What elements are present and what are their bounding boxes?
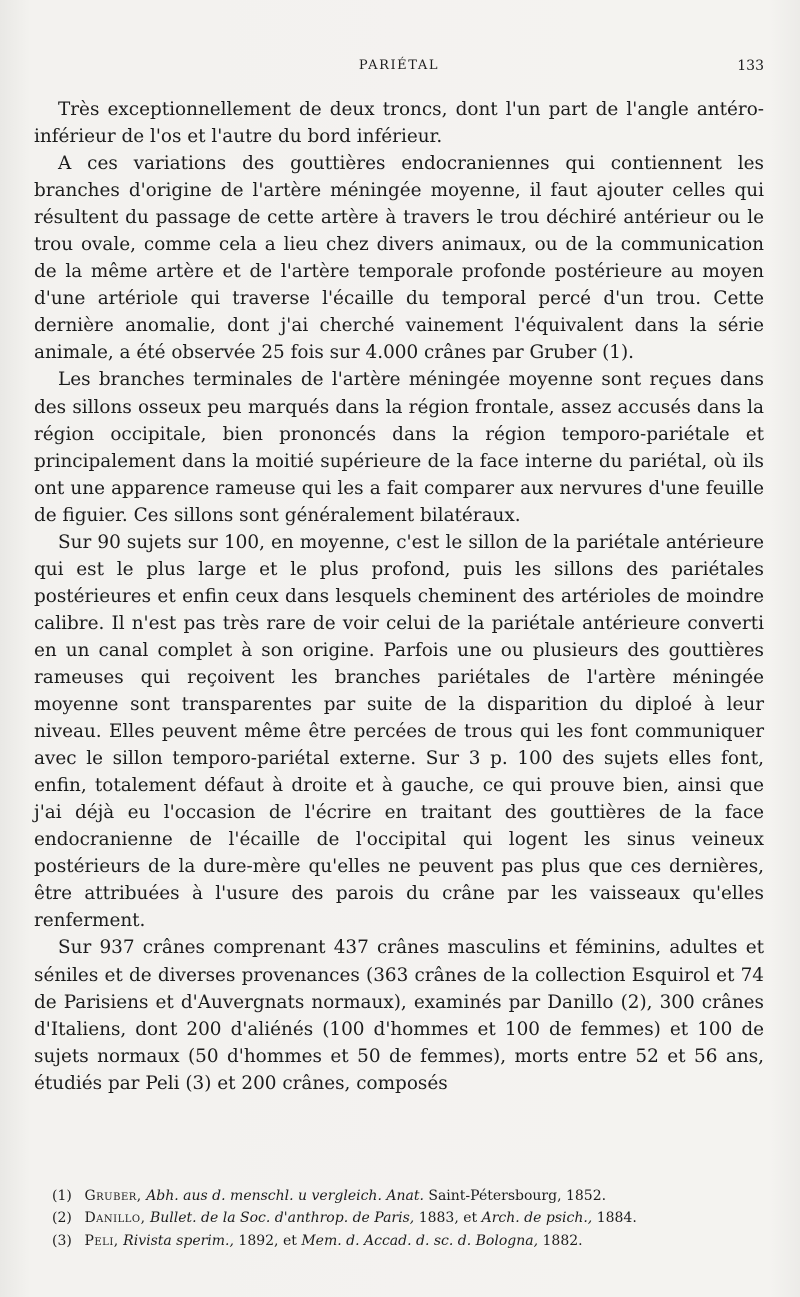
page-header — [34, 58, 764, 80]
footnote-number: (3) — [52, 1232, 72, 1249]
page-number: 133 — [737, 58, 764, 74]
footnote-number: (2) — [52, 1210, 72, 1227]
footnote-mid: 1883, et — [418, 1210, 478, 1227]
footnote-3 — [34, 1230, 764, 1252]
footnote-title: Rivista sperim., — [123, 1232, 234, 1249]
footnote-author: Danillo, — [84, 1210, 146, 1227]
footnote-mid: 1892, et — [238, 1232, 297, 1249]
footnote-title-2: Mem. d. Accad. d. sc. d. Bologna, — [301, 1232, 539, 1249]
footnote-author: Gruber, — [84, 1188, 142, 1204]
footnote-2 — [34, 1207, 764, 1229]
footnote-title: Bullet. de la Soc. d'anthrop. de Paris, — [149, 1210, 415, 1227]
footnotes — [34, 1185, 764, 1252]
footnote-title-2: Arch. de psich., — [481, 1210, 593, 1227]
footnote-rest: 1882. — [542, 1232, 583, 1249]
footnote-1 — [34, 1185, 764, 1207]
paragraph-3: Les branches terminales de l'artère méningée moyenne sont reçues dans des sillons osseux peu marqués dans la région frontale, assez accusés dans la région occipitale, bien prononcés dans la région temporo-pariétale et principalement dans la moitié supérieure de la face interne du pariétal, où ils ont une apparence rameuse qui les a fait comparer aux nervures d'une feuille de figuier. Ces sillons sont généralement bilatéraux. — [34, 369, 764, 526]
paragraph-4: Sur 90 sujets sur 100, en moyenne, c'est le sillon de la pariétale antérieure qui est le plus large et le plus profond, puis les sillons des pariétales postérieures et enfin ceux dans lesquels cheminent des artérioles de moindre calibre. Il n'est pas très rare de voir celui de la pariétale antérieure converti en un canal complet à son origine. Parfois une ou plusieurs des gouttières rameuses qui reçoivent les branches pariétales de l'artère méningée moyenne sont transparentes par suite de la disparition du diploé à leur niveau. Elles peuvent même être percées de trous qui les font communiquer avec le sillon temporo-pariétal externe. Sur 3 p. 100 des sujets elles font, enfin, totalement défaut à droite et à gauche, ce qui prouve bien, ainsi que j'ai déjà eu l'occasion de l'écrire en traitant des gouttières de la face endocranienne de l'écaille de l'occipital qui logent les sinus veineux postérieurs de la dure-mère qu'elles ne peuvent pas plus que ces dernières, être attribuées à l'usure des parois du crâne par les vaisseaux qu'elles renferment. — [34, 531, 764, 932]
footnote-rest: Saint-Pétersbourg, 1852. — [428, 1188, 607, 1204]
footnote-number: (1) — [52, 1188, 72, 1204]
paragraph-1: Très exceptionnellement de deux troncs, dont l'un part de l'angle antéro-inférieur de l'os et l'autre du bord inférieur. — [34, 99, 764, 148]
footnote-author: Peli, — [84, 1232, 119, 1249]
running-head: PARIÉTAL — [358, 58, 440, 73]
paragraph-5: Sur 937 crânes comprenant 437 crânes masculins et féminins, adultes et séniles et de diverses provenances (363 crânes de la collection Esquirol et 74 de Parisiens et d'Auvergnats normaux), examinés par Danillo (2), 300 crânes d'Italiens, dont 200 d'aliénés (100 d'hommes et 100 de femmes) et 100 de sujets normaux (50 d'hommes et 50 de femmes), morts entre 52 et 56 ans, étudiés par Peli (3) et 200 crânes, composés — [34, 937, 764, 1094]
footnote-rest: 1884. — [596, 1210, 637, 1227]
body-text — [34, 96, 764, 1097]
footnote-title: Abh. aus d. menschl. u vergleich. Anat. — [146, 1188, 424, 1204]
paragraph-2: A ces variations des gouttières endocraniennes qui contiennent les branches d'origine de l'artère méningée moyenne, il faut ajouter celles qui résultent du passage de cette artère à travers le trou déchiré antérieur ou le trou ovale, comme cela a lieu chez divers animaux, ou de la communication de la même artère et de l'artère temporale profonde postérieure au moyen d'une artériole qui traverse l'écaille du temporal percé d'un trou. Cette dernière anomalie, dont j'ai cherché vainement l'équivalent dans la série animale, a été observée 25 fois sur 4.000 crânes par Gruber (1). — [34, 153, 764, 364]
